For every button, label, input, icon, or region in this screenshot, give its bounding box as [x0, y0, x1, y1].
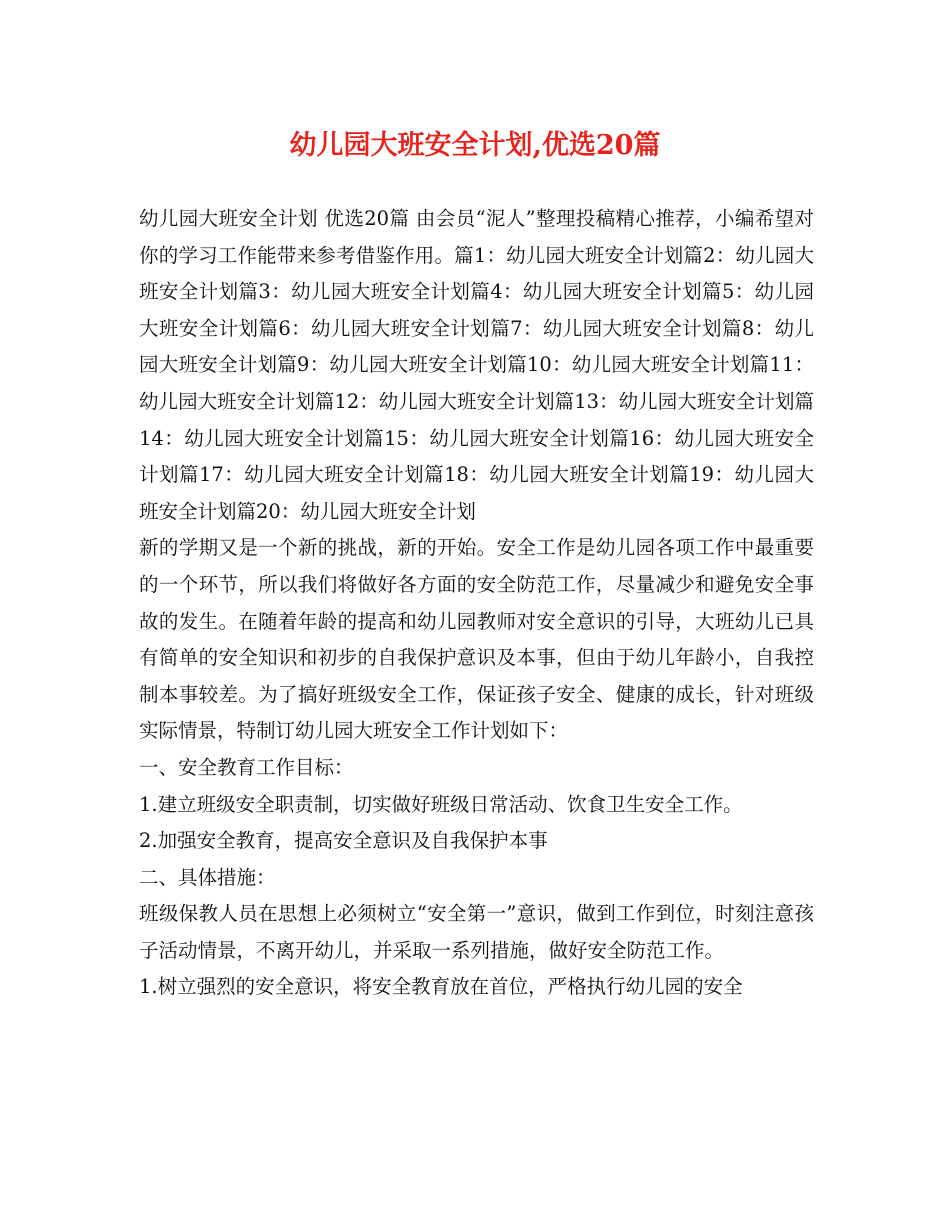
background-paragraph: 新的学期又是一个新的挑战，新的开始。安全工作是幼儿园各项工作中最重要的一个环节，所以我们将做好各方面的安全防范工作，尽量减少和避免安全事故的发生。在随着年龄的提高和幼儿园教师对安全意识的引导，大班幼儿已具有简单的安全知识和初步的自我保护意识及本事，但由于幼儿年龄小，自我控制本事较差。为了搞好班级安全工作，保证孩子安全、健康的成长，针对班级实际情景，特制订幼儿园大班安全工作计划如下：	[139, 536, 814, 743]
document-title: 幼儿园大班安全计划,优选20篇	[289, 130, 661, 161]
intro-paragraph: 幼儿园大班安全计划 优选20篇 由会员“泥人”整理投稿精心推荐，小编希望对你的学习工作能带来参考借鉴作用。篇1：幼儿园大班安全计划篇2：幼儿园大班安全计划篇3：幼儿园大班安全计划篇4：幼儿园大班安全计划篇5：幼儿园大班安全计划篇6：幼儿园大班安全计划篇7：幼儿园大班安全计划篇8：幼儿园大班安全计划篇9：幼儿园大班安全计划篇10：幼儿园大班安全计划篇11：幼儿园大班安全计划篇12：幼儿园大班安全计划篇13：幼儿园大班安全计划篇14：幼儿园大班安全计划篇15：幼儿园大班安全计划篇16：幼儿园大班安全计划篇17：幼儿园大班安全计划篇18：幼儿园大班安全计划篇19：幼儿园大班安全计划篇20：幼儿园大班安全计划	[139, 207, 814, 523]
section-heading-goals: 一、安全教育工作目标：	[139, 755, 354, 779]
measure-item-1: 1.树立强烈的安全意识，将安全教育放在首位，严格执行幼儿园的安全	[139, 975, 743, 999]
goal-item-2: 2.加强安全教育，提高安全意识及自我保护本事	[139, 829, 548, 853]
document-body	[139, 201, 814, 1006]
measures-paragraph: 班级保教人员在思想上必须树立“安全第一”意识，做到工作到位，时刻注意孩子活动情景，不离开幼儿，并采取一系列措施，做好安全防范工作。	[139, 902, 814, 962]
goal-item-1: 1.建立班级安全职责制，切实做好班级日常活动、饮食卫生安全工作。	[139, 792, 743, 816]
section-heading-measures: 二、具体措施：	[139, 865, 276, 889]
